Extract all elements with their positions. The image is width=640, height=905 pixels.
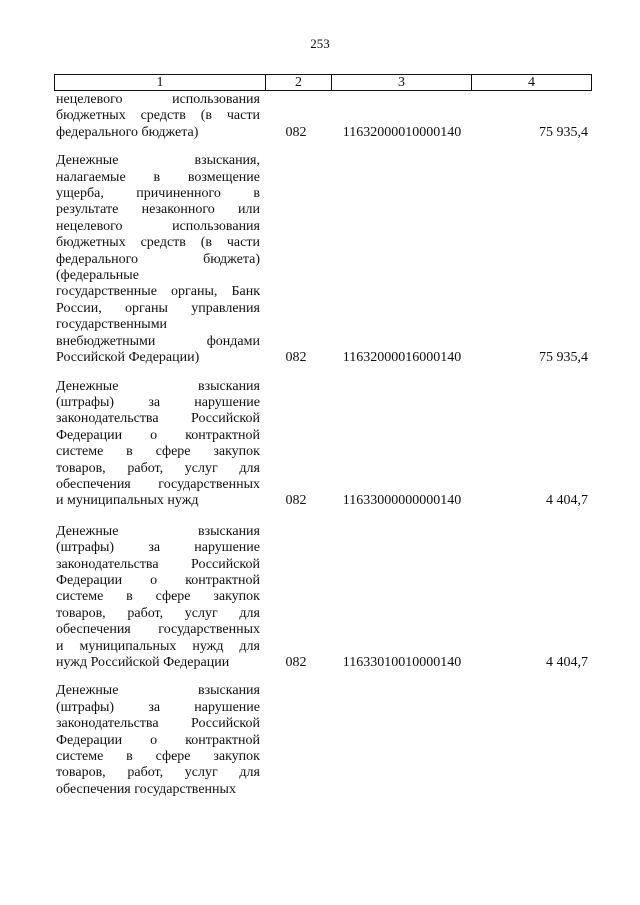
word: в	[153, 169, 161, 185]
word: Денежные	[56, 683, 119, 699]
word: результате	[56, 202, 119, 218]
word: товаров,	[56, 605, 106, 621]
word: закупок	[213, 749, 260, 765]
description-line	[56, 153, 260, 169]
word: возмещение	[187, 169, 260, 185]
word: системе	[56, 444, 104, 460]
description-line	[56, 202, 260, 218]
description-line: федерального бюджета)	[56, 124, 199, 140]
word: органы,	[171, 284, 218, 300]
word: нецелевого	[56, 218, 123, 234]
word: в	[126, 444, 133, 460]
table-row	[54, 524, 592, 672]
description-line	[56, 765, 260, 781]
word: муниципальных	[79, 638, 177, 654]
row-description	[54, 153, 260, 366]
word: в	[126, 749, 133, 765]
word: обеспечения	[56, 622, 131, 638]
description-line	[56, 395, 260, 411]
word: работ,	[127, 765, 164, 781]
description-line	[56, 622, 260, 638]
table-row	[54, 92, 592, 141]
word: государственные	[56, 284, 157, 300]
word: в	[126, 589, 133, 605]
word: о	[150, 732, 158, 748]
description-line: и муниципальных нужд	[56, 493, 199, 509]
word: Банк	[231, 284, 260, 300]
word: фондами	[206, 333, 260, 349]
description-line	[56, 683, 260, 699]
word: или	[238, 202, 260, 218]
word: государственных	[158, 622, 260, 638]
word: товаров,	[56, 460, 106, 476]
word: нарушение	[194, 540, 260, 556]
word: использования	[172, 92, 260, 107]
table-row	[54, 379, 592, 510]
word: использования	[172, 218, 260, 234]
row-description	[54, 524, 260, 672]
row-description	[54, 379, 260, 510]
row-description	[54, 683, 260, 798]
word: управления	[191, 300, 260, 316]
word: в	[253, 186, 260, 202]
word: внебюджетными	[56, 333, 156, 349]
word: услуг	[184, 460, 218, 476]
word: работ,	[127, 460, 164, 476]
description-line	[56, 639, 260, 655]
description-line	[56, 219, 260, 235]
word: средств	[140, 235, 186, 251]
word: контрактной	[185, 427, 260, 443]
word: сфере	[155, 589, 191, 605]
description-line	[56, 524, 260, 540]
description-line	[56, 477, 260, 493]
row-amount: 75 935,4	[539, 124, 588, 140]
description-line	[56, 186, 260, 202]
word: нужд	[192, 638, 224, 654]
word: Денежные	[56, 153, 119, 169]
row-admin-code: 082	[285, 493, 307, 509]
description-line	[56, 379, 260, 395]
word: (в	[200, 108, 213, 124]
word: Российской	[191, 716, 260, 732]
word: (штрафы)	[56, 699, 115, 715]
word: налагаемые	[56, 169, 126, 185]
word: за	[148, 699, 161, 715]
word: России,	[56, 300, 102, 316]
word: законодательства	[56, 411, 159, 427]
word: закупок	[213, 589, 260, 605]
word: услуг	[184, 605, 218, 621]
description-line	[56, 170, 260, 186]
header-col-4: 4	[528, 75, 535, 90]
table-row	[54, 153, 592, 366]
word: органы	[125, 300, 168, 316]
description-line	[56, 557, 260, 573]
word: товаров,	[56, 765, 106, 781]
word: бюджетных	[56, 108, 126, 124]
word: сфере	[155, 444, 191, 460]
row-admin-code: 082	[285, 350, 307, 366]
page-number: 253	[310, 36, 330, 51]
word: (в	[200, 235, 213, 251]
description-line: (федеральные	[56, 268, 139, 284]
table-row	[54, 683, 592, 798]
word: Денежные	[56, 523, 119, 539]
word: для	[239, 638, 260, 654]
description-line	[56, 733, 260, 749]
word: незаконного	[141, 202, 215, 218]
word: обеспечения	[56, 476, 131, 492]
description-line	[56, 301, 260, 317]
description-line	[56, 411, 260, 427]
word: для	[239, 765, 260, 781]
word: закупок	[213, 444, 260, 460]
word: взыскания	[198, 683, 260, 699]
description-line	[56, 573, 260, 589]
word: Российской	[191, 411, 260, 427]
word: части	[226, 108, 260, 124]
word: за	[148, 540, 161, 556]
description-line	[56, 700, 260, 716]
row-amount: 4 404,7	[546, 655, 588, 670]
row-admin-code: 082	[285, 655, 307, 670]
word: государственных	[158, 476, 260, 492]
word: Федерации	[56, 427, 123, 443]
row-admin-code: 082	[285, 124, 307, 140]
description-line	[56, 540, 260, 556]
word: бюджета)	[203, 251, 260, 267]
word: Федерации	[56, 572, 123, 588]
description-line	[56, 284, 260, 300]
word: взыскания,	[194, 153, 260, 169]
description-line	[56, 606, 260, 622]
row-kbk-code: 11633010010000140	[342, 655, 462, 670]
table-header	[54, 74, 592, 91]
word: нарушение	[194, 699, 260, 715]
description-line: Российской Федерации)	[56, 350, 200, 366]
row-amount: 75 935,4	[539, 350, 588, 366]
description-line	[56, 589, 260, 605]
word: системе	[56, 589, 104, 605]
word: части	[226, 235, 260, 251]
header-col-3: 3	[332, 75, 472, 90]
word: (штрафы)	[56, 540, 115, 556]
word: бюджетных	[56, 235, 126, 251]
word: взыскания	[198, 378, 260, 394]
row-kbk-code: 11632000010000140	[342, 124, 462, 140]
word: федерального	[56, 251, 139, 267]
word: о	[150, 427, 158, 443]
word: Российской	[191, 556, 260, 572]
description-line	[56, 716, 260, 732]
word: Федерации	[56, 732, 123, 748]
description-line	[56, 334, 260, 350]
word: нарушение	[194, 394, 260, 410]
word: услуг	[184, 765, 218, 781]
word: ущерба,	[56, 186, 104, 202]
description-line	[56, 108, 260, 124]
word: причиненного	[136, 186, 221, 202]
description-line	[56, 428, 260, 444]
word: о	[150, 572, 158, 588]
word: за	[148, 394, 161, 410]
word: законодательства	[56, 556, 159, 572]
word: Денежные	[56, 378, 119, 394]
word: контрактной	[185, 732, 260, 748]
row-kbk-code: 11633000000000140	[342, 493, 462, 509]
header-col-1: 1	[55, 75, 266, 90]
header-col-2: 2	[266, 75, 332, 90]
word: работ,	[127, 605, 164, 621]
description-line	[56, 92, 260, 108]
word: системе	[56, 749, 104, 765]
description-line: нужд Российской Федерации	[56, 655, 230, 670]
row-kbk-code: 11632000016000140	[342, 350, 462, 366]
row-amount: 4 404,7	[546, 493, 588, 509]
row-description	[54, 92, 260, 141]
word: взыскания	[198, 523, 260, 539]
description-line	[56, 749, 260, 765]
word: нецелевого	[56, 92, 123, 107]
description-line	[56, 461, 260, 477]
word: средств	[140, 108, 186, 124]
word: сфере	[155, 749, 191, 765]
table-body	[54, 92, 592, 798]
description-line: обеспечения государственных	[56, 781, 236, 797]
word: (штрафы)	[56, 394, 115, 410]
word: для	[239, 605, 260, 621]
description-line	[56, 444, 260, 460]
word: и	[56, 638, 64, 654]
description-line	[56, 235, 260, 251]
description-line: государственными	[56, 317, 168, 333]
word: для	[239, 460, 260, 476]
word: законодательства	[56, 716, 159, 732]
description-line	[56, 252, 260, 268]
word: контрактной	[185, 572, 260, 588]
